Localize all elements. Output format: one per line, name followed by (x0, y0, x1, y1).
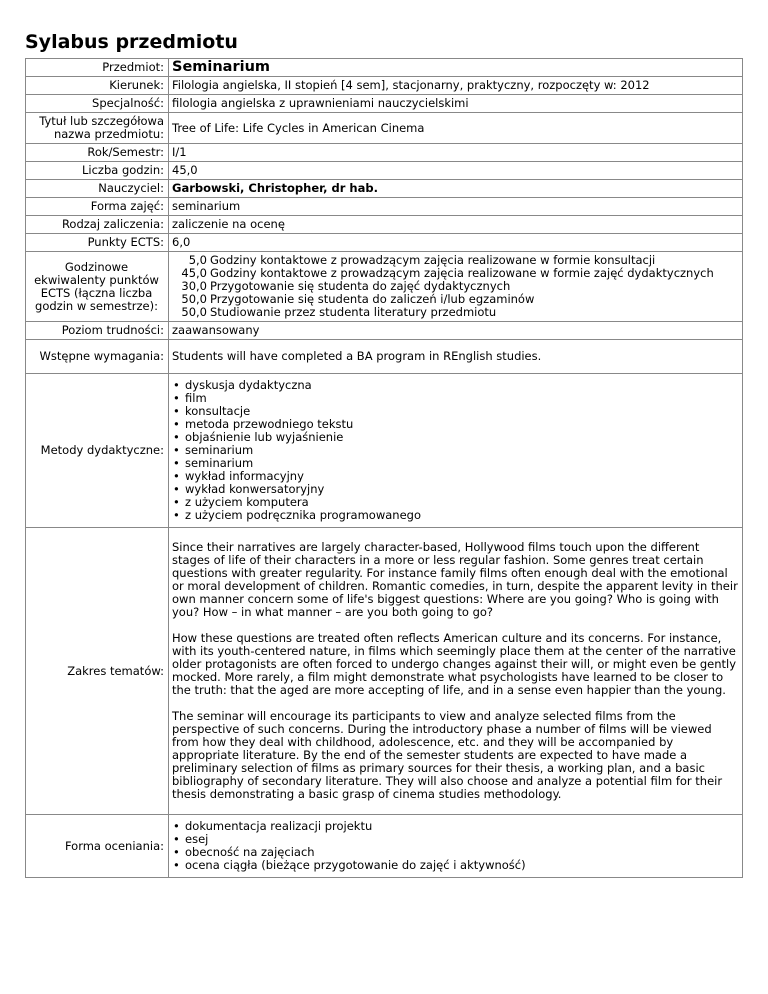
value-liczba: 45,0 (169, 162, 743, 180)
list-item: • dokumentacja realizacji projektu (185, 820, 738, 833)
label-godziny-line4: godzin w semestrze): (35, 298, 158, 313)
hours-desc: Przygotowanie się studenta do zaliczeń i/lub egzaminów (210, 292, 535, 306)
label-nauczyciel: Nauczyciel: (26, 180, 169, 198)
label-przedmiot: Przedmiot: (26, 59, 169, 77)
list-item: • z użyciem komputera (185, 496, 738, 509)
list-item: • metoda przewodniego tekstu (185, 418, 738, 431)
hours-desc: Przygotowanie się studenta do zajęć dydaktycznych (210, 279, 511, 293)
hours-desc: Godziny kontaktowe z prowadzącym zajęcia realizowane w formie zajęć dydaktycznych (210, 266, 714, 280)
hours-list (169, 254, 738, 319)
value-wymagania: Students will have completed a BA program in REnglish studies. (169, 340, 743, 374)
page-title: Sylabus przedmiotu (25, 31, 238, 53)
hours-desc: Godziny kontaktowe z prowadzącym zajęcia realizowane w formie konsultacji (210, 253, 656, 267)
label-tytul-line2: nazwa przedmiotu: (53, 127, 164, 141)
label-rok: Rok/Semestr: (26, 144, 169, 162)
hours-value: 45,0 (181, 266, 207, 280)
hours-value: 50,0 (181, 292, 207, 306)
row-specjalnosc (26, 95, 743, 113)
label-ects: Punkty ECTS: (26, 234, 169, 252)
value-nauczyciel: Garbowski, Christopher, dr hab. (169, 180, 743, 198)
topics-paragraph-2: How these questions are treated often reflects American culture and its concerns. For instance, with its youth-centered nature, in films which seemingly place them at the center of the narrative older protagonists are often forced to undergo changes against their will, or might even be gently mocked. More rarely, a film might demonstrate what psychologists have learned to be closer to the truth: that the aged are more accepting of life, and in a sense even happier than the young. (172, 631, 736, 697)
label-zakres: Zakres tematów: (26, 528, 169, 815)
row-ocena (26, 815, 743, 878)
list-item: • dyskusja dydaktyczna (185, 379, 738, 392)
label-godziny-line2: ekwiwalenty punktów (34, 272, 159, 287)
list-item: • wykład informacyjny (185, 470, 738, 483)
row-metody (26, 374, 743, 528)
list-item: • konsultacje (185, 405, 738, 418)
label-metody: Metody dydaktyczne: (26, 374, 169, 528)
label-godziny-line3: ECTS (łączna liczba (40, 285, 153, 300)
list-item: • esej (185, 833, 738, 846)
value-ocena (169, 815, 743, 878)
methods-list (172, 379, 738, 522)
row-wymagania (26, 340, 743, 374)
list-item: • seminarium (185, 457, 738, 470)
value-poziom: zaawansowany (169, 322, 743, 340)
label-rodzaj: Rodzaj zaliczenia: (26, 216, 169, 234)
topics-paragraph-1: Since their narratives are largely character-based, Hollywood films touch upon the different stages of life of their characters in a more or less regular fashion. Some genres treat certain questions with greater regularity. For instance family films often enough deal with the emotional or moral development of children. Romantic comedies, in turn, despite the apparent levity in their own manner concern some of life's biggest questions: Where are you going? Who is going with you? How – in what manner – are you both going to go? (172, 540, 738, 619)
row-godziny (26, 252, 743, 322)
value-metody (169, 374, 743, 528)
list-item: • ocena ciągła (bieżące przygotowanie do zajęć i aktywność) (185, 859, 738, 872)
row-kierunek (26, 77, 743, 95)
row-rodzaj (26, 216, 743, 234)
label-godziny (26, 252, 169, 322)
syllabus-table (25, 58, 743, 878)
value-forma: seminarium (169, 198, 743, 216)
value-kierunek: Filologia angielska, II stopień [4 sem], stacjonarny, praktyczny, rozpoczęty w: 2012 (169, 77, 743, 95)
row-forma (26, 198, 743, 216)
label-tytul-line1: Tytuł lub szczegółowa (39, 114, 164, 128)
hours-value: 30,0 (181, 279, 207, 293)
assessment-list (172, 820, 738, 872)
syllabus-document (25, 30, 743, 878)
label-tytul (26, 113, 169, 144)
label-forma: Forma zajęć: (26, 198, 169, 216)
label-wymagania: Wstępne wymagania: (26, 340, 169, 374)
label-godziny-line1: Godzinowe (64, 259, 129, 274)
row-przedmiot (26, 59, 743, 77)
label-kierunek: Kierunek: (26, 77, 169, 95)
list-item: • z użyciem podręcznika programowanego (185, 509, 738, 522)
label-specjalnosc: Specjalność: (26, 95, 169, 113)
value-rodzaj: zaliczenie na ocenę (169, 216, 743, 234)
row-nauczyciel (26, 180, 743, 198)
list-item: • seminarium (185, 444, 738, 457)
list-item: • wykład konwersatoryjny (185, 483, 738, 496)
row-zakres (26, 528, 743, 815)
row-liczba (26, 162, 743, 180)
hours-value: 50,0 (181, 305, 207, 319)
list-item: • objaśnienie lub wyjaśnienie (185, 431, 738, 444)
row-rok (26, 144, 743, 162)
list-item: • film (185, 392, 738, 405)
value-specjalnosc: filologia angielska z uprawnieniami nauczycielskimi (169, 95, 743, 113)
label-ocena: Forma oceniania: (26, 815, 169, 878)
list-item: • obecność na zajęciach (185, 846, 738, 859)
topics-paragraph-3: The seminar will encourage its participants to view and analyze selected films from the perspective of such concerns. During the introductory phase a number of films will be viewed from how they deal with childhood, adolescence, etc. and they will be accompanied by appropriate literature. By the end of the semester students are expected to have made a preliminary selection of films as primary sources for their thesis, a working plan, and a basic bibliography of secondary literature. They will also choose and analyze a potential film for their thesis demonstrating a basic grasp of cinema studies methodology. (172, 709, 723, 801)
row-tytul (26, 113, 743, 144)
hours-desc: Studiowanie przez studenta literatury przedmiotu (210, 305, 497, 319)
row-ects (26, 234, 743, 252)
label-liczba: Liczba godzin: (26, 162, 169, 180)
value-przedmiot: Seminarium (169, 59, 743, 77)
value-zakres (169, 528, 743, 815)
value-ects: 6,0 (169, 234, 743, 252)
label-poziom: Poziom trudności: (26, 322, 169, 340)
row-poziom (26, 322, 743, 340)
value-tytul: Tree of Life: Life Cycles in American Cinema (169, 113, 743, 144)
hours-value: 5,0 (188, 253, 207, 267)
value-rok: I/1 (169, 144, 743, 162)
value-godziny (169, 252, 743, 322)
